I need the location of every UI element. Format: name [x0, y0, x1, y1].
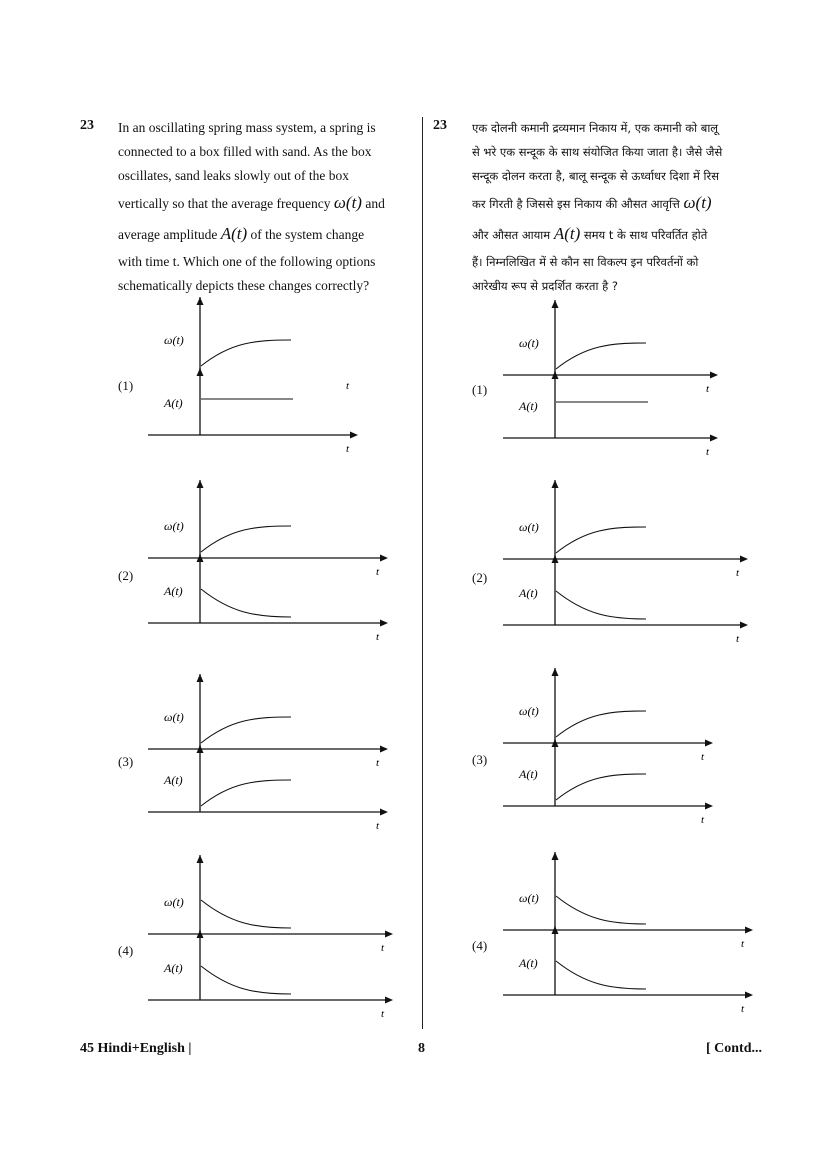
option-label-1-hindi: (1) — [472, 382, 488, 397]
option-3-graph — [140, 672, 390, 832]
question-text-english — [118, 116, 414, 298]
option-4-graph — [140, 853, 395, 1020]
y-axis-arrow — [552, 668, 559, 676]
question-number-hindi: 23 — [433, 118, 447, 133]
omega-label: ω(t) — [519, 891, 539, 905]
time-label: t — [706, 383, 710, 395]
omega-curve — [201, 526, 291, 552]
question-line: connected to a box filled with sand. As the box — [118, 144, 372, 159]
option-label-4-hindi: (4) — [472, 938, 488, 953]
omega-label: ω(t) — [164, 333, 184, 347]
time-label: t — [346, 380, 350, 392]
question-line: और औसत आयाम A(t) समय t के साथ परिवर्तित होते — [472, 224, 708, 243]
omega-label: ω(t) — [519, 336, 539, 350]
y-axis-arrow — [197, 855, 204, 863]
omega-curve — [556, 343, 646, 369]
x-axis-arrow — [380, 555, 388, 562]
option-3-graph-hindi — [495, 666, 715, 826]
x-axis-arrow — [385, 931, 393, 938]
amplitude-symbol: A(t) — [553, 224, 581, 243]
y-axis-arrow — [552, 300, 559, 308]
omega-label: ω(t) — [519, 704, 539, 718]
omega-label: ω(t) — [164, 710, 184, 724]
x-axis-arrow — [380, 809, 388, 816]
x-axis-arrow — [710, 372, 718, 379]
x-axis-arrow — [705, 740, 713, 747]
option-4-graph-hindi — [495, 850, 755, 1015]
question-line: with time t. Which one of the following options — [118, 254, 376, 269]
amplitude-symbol: A(t) — [220, 224, 248, 243]
question-number-english: 23 — [80, 118, 94, 133]
question-line: एक दोलनी कमानी द्रव्यमान निकाय में, एक कमानी को बालू — [472, 121, 719, 135]
time-label: t — [381, 942, 385, 954]
omega-symbol: ω(t) — [683, 193, 712, 212]
time-label: t — [736, 567, 740, 579]
question-line: average amplitude A(t) of the system change — [118, 224, 365, 243]
y-axis-arrow — [197, 368, 204, 376]
option-label-3-hindi: (3) — [472, 752, 488, 767]
time-label: t — [736, 633, 740, 645]
question-line: कर गिरती है जिससे इस निकाय की औसत आवृत्ति ω(t) — [472, 193, 712, 212]
x-axis-arrow — [740, 556, 748, 563]
time-label: t — [346, 443, 350, 455]
amplitude-label: A(t) — [519, 399, 538, 413]
option-2-graph — [140, 478, 390, 643]
x-axis-arrow — [740, 622, 748, 629]
amplitude-curve — [556, 774, 646, 800]
question-line: हैं। निम्नलिखित में से कौन सा विकल्प इन परिवर्तनों को — [472, 255, 699, 269]
y-axis-arrow — [197, 480, 204, 488]
question-line: आरेखीय रूप से प्रदर्शित करता है ? — [472, 279, 618, 293]
amplitude-label: A(t) — [164, 773, 183, 787]
y-axis-arrow — [197, 674, 204, 682]
footer-page-number: 8 — [418, 1041, 425, 1056]
option-label-4: (4) — [118, 943, 134, 958]
omega-curve — [201, 900, 291, 928]
x-axis-arrow — [745, 992, 753, 999]
option-label-3: (3) — [118, 754, 134, 769]
omega-curve — [556, 527, 646, 553]
time-label: t — [741, 938, 745, 950]
x-axis-arrow — [710, 435, 718, 442]
amplitude-label: A(t) — [164, 396, 183, 410]
time-label: t — [701, 814, 705, 826]
option-1-graph-hindi — [495, 298, 720, 458]
time-label: t — [741, 1003, 745, 1015]
option-2-graph-hindi — [495, 478, 750, 645]
omega-label: ω(t) — [519, 520, 539, 534]
footer-continued: [ Contd... — [706, 1041, 763, 1056]
amplitude-label: A(t) — [164, 584, 183, 598]
option-1-graph — [140, 295, 360, 455]
amplitude-label: A(t) — [519, 767, 538, 781]
time-label: t — [376, 757, 380, 769]
time-label: t — [376, 631, 380, 643]
time-label: t — [701, 751, 705, 763]
omega-label: ω(t) — [164, 519, 184, 533]
question-text-hindi — [472, 116, 768, 298]
amplitude-curve — [556, 961, 646, 989]
amplitude-curve — [201, 966, 291, 994]
y-axis-arrow — [552, 480, 559, 488]
option-label-2-hindi: (2) — [472, 570, 488, 585]
time-label: t — [376, 566, 380, 578]
x-axis-arrow — [380, 746, 388, 753]
x-axis-arrow — [385, 997, 393, 1004]
amplitude-curve — [201, 589, 291, 617]
amplitude-label: A(t) — [519, 586, 538, 600]
omega-symbol: ω(t) — [333, 193, 362, 212]
option-label-1: (1) — [118, 378, 134, 393]
footer-paper-code: 45 Hindi+English | — [80, 1041, 192, 1056]
question-line: सन्दूक दोलन करता है, बालू सन्दूक से ऊर्ध्वाधर दिशा में रिस — [472, 169, 720, 183]
column-divider — [422, 117, 423, 1029]
question-line: vertically so that the average frequency ω(t) and — [118, 193, 385, 212]
x-axis-arrow — [350, 432, 358, 439]
time-label: t — [706, 446, 710, 458]
amplitude-label: A(t) — [164, 961, 183, 975]
amplitude-label: A(t) — [519, 956, 538, 970]
omega-curve — [201, 717, 291, 743]
amplitude-curve — [201, 780, 291, 806]
y-axis-arrow — [552, 852, 559, 860]
time-label: t — [376, 820, 380, 832]
question-line: से भरे एक सन्दूक के साथ संयोजित किया जाता है। जैसे जैसे — [472, 145, 723, 159]
omega-curve — [201, 340, 291, 366]
y-axis-arrow — [197, 297, 204, 305]
question-line: schematically depicts these changes correctly? — [118, 278, 370, 293]
question-line: In an oscillating spring mass system, a spring is — [118, 120, 376, 135]
x-axis-arrow — [380, 620, 388, 627]
amplitude-curve — [556, 591, 646, 619]
omega-curve — [556, 711, 646, 737]
omega-label: ω(t) — [164, 895, 184, 909]
option-label-2: (2) — [118, 568, 134, 583]
time-label: t — [381, 1008, 385, 1020]
question-line: oscillates, sand leaks slowly out of the box — [118, 168, 349, 183]
x-axis-arrow — [745, 927, 753, 934]
x-axis-arrow — [705, 803, 713, 810]
omega-curve — [556, 896, 646, 924]
